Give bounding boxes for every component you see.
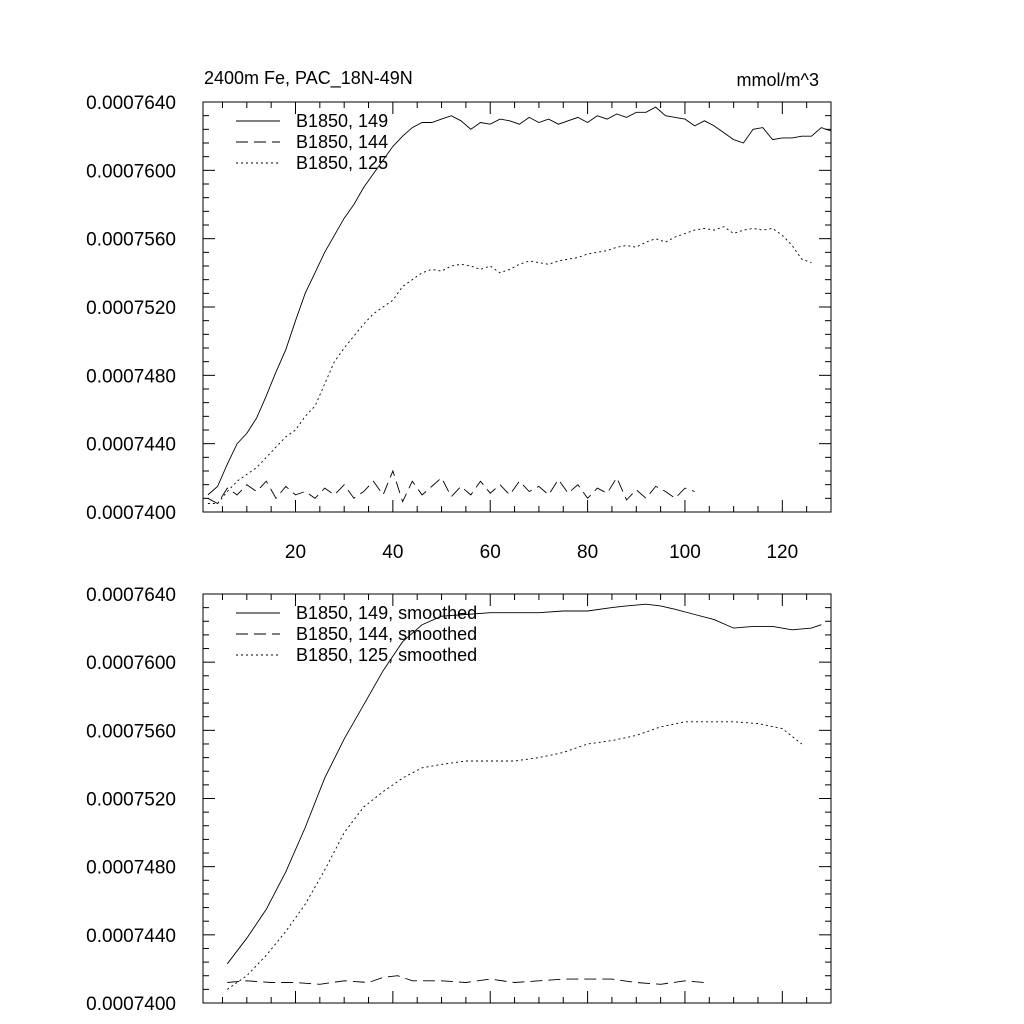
y-tick-label: 0.0007440 — [86, 434, 176, 456]
legend-label: B1850, 149, smoothed — [296, 603, 478, 623]
chart-units: mmol/m^3 — [736, 70, 819, 90]
y-tick-label: 0.0007640 — [86, 93, 176, 114]
legend-label: B1850, 125, smoothed — [296, 645, 478, 665]
x-tick-label: 20 — [284, 542, 307, 563]
x-tick-label: 40 — [382, 542, 404, 563]
y-tick-label: 0.0007400 — [86, 994, 176, 1015]
x-tick-label: 120 — [766, 542, 799, 563]
y-tick-label: 0.0007560 — [86, 721, 176, 743]
series-line — [208, 471, 695, 504]
y-tick-label: 0.0007480 — [86, 366, 176, 388]
y-tick-label: 0.0007520 — [86, 298, 176, 319]
y-tick-label: 0.0007520 — [86, 789, 176, 811]
x-tick-label: 60 — [479, 542, 501, 563]
legend-label: B1850, 144 — [296, 132, 389, 152]
series-line — [208, 227, 812, 504]
series-line — [227, 976, 704, 985]
y-tick-label: 0.0007480 — [86, 857, 176, 879]
legend-label: B1850, 125 — [296, 153, 389, 173]
y-tick-label: 0.0007440 — [86, 925, 176, 947]
y-tick-label: 0.0007600 — [86, 161, 176, 183]
bottom-panel — [86, 585, 831, 1015]
series-line — [227, 722, 802, 990]
y-tick-label: 0.0007640 — [86, 585, 176, 606]
y-tick-label: 0.0007600 — [86, 653, 176, 675]
legend-label: B1850, 144, smoothed — [296, 624, 478, 644]
top-panel — [86, 93, 831, 563]
y-tick-label: 0.0007560 — [86, 229, 176, 251]
y-tick-label: 0.0007400 — [86, 503, 176, 524]
x-tick-label: 100 — [669, 542, 701, 563]
x-tick-label: 80 — [577, 542, 599, 563]
legend-label: B1850, 149 — [296, 111, 389, 131]
chart-title: 2400m Fe, PAC_18N-49N — [204, 68, 413, 88]
